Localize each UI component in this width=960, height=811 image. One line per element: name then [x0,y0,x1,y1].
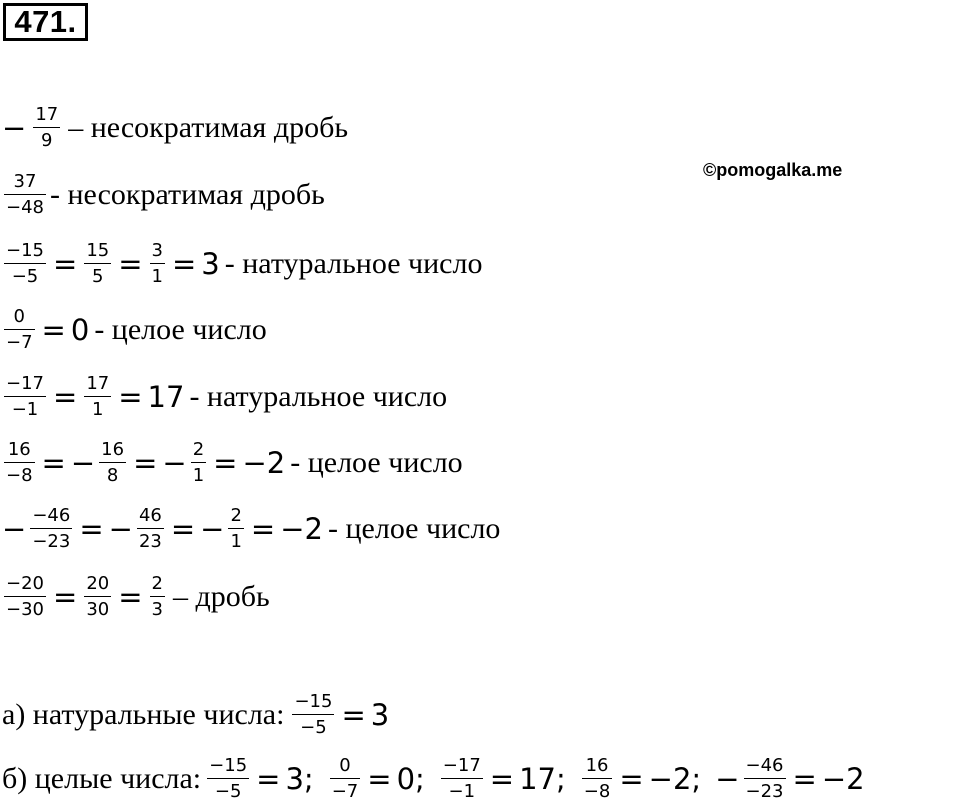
equals-sign: = [171,247,197,281]
minus-sign: − [2,512,27,546]
minus-sign: − [162,446,187,480]
result-value: 17 [519,762,557,796]
solution-line-6 [2,433,463,493]
result-value: 0 [70,313,90,347]
separator: ; [556,762,566,796]
result-value: −2 [242,446,286,480]
fraction: $\frac{-46}{-23}$ [745,755,784,802]
line-comment: - натуральное число [189,380,448,413]
equals-sign: = [133,446,158,480]
fraction: $\frac{-15}{-5}$ [6,240,44,287]
equals-sign: = [53,380,78,414]
fraction: $\frac{-17}{-1}$ [442,755,481,802]
result-value: 0 [396,762,416,796]
fraction: $\frac{-15}{-5}$ [209,755,248,802]
separator: ; [691,762,702,796]
fraction: $\frac{0}{-7}$ [6,306,33,353]
line-comment: - целое число [327,512,501,545]
equals-sign: = [170,512,196,546]
minus-sign: − [2,111,27,145]
equals-sign: = [41,446,66,480]
equals-sign: = [619,762,644,796]
line-comment: - натуральное число [224,247,483,280]
equals-sign: = [250,512,276,546]
solution-line-3 [2,234,482,294]
line-comment: – дробь [172,580,270,613]
result-value: 17 [147,380,185,414]
equals-sign: = [118,380,143,414]
line-comment: - целое число [290,446,463,479]
fraction: $\frac{-17}{-1}$ [6,373,44,420]
fraction: $\frac{17}{9}$ [35,104,59,151]
problem-number: 471. [3,3,88,41]
line-comment: - целое число [94,313,267,346]
fraction: $\frac{16}{8}$ [101,439,125,486]
minus-sign: − [70,446,96,480]
solution-line-5 [2,367,447,427]
equals-sign: = [341,698,366,732]
line-comment: - несократимая дробь [50,178,325,211]
solution-line-8 [2,567,270,627]
result-value: −2 [821,762,865,796]
answer-label: б) целые числа: [2,762,202,795]
equals-sign: = [41,313,66,347]
equals-sign: = [213,446,238,480]
fraction: $\frac{16}{-8}$ [583,755,611,802]
equals-sign: = [367,762,392,796]
fraction: $\frac{-20}{-30}$ [6,573,44,620]
fraction: $\frac{-15}{-5}$ [294,691,333,738]
equals-sign: = [118,247,143,281]
minus-sign: − [200,512,225,546]
equals-sign: = [53,247,78,281]
separator: ; [303,762,314,796]
solution-line-7 [2,499,500,559]
equals-sign: = [118,580,143,614]
equals-sign: = [256,762,281,796]
fraction: $\frac{37}{-48}$ [6,171,44,218]
fraction: $\frac{0}{-7}$ [331,755,359,802]
minus-sign: − [715,762,740,796]
equals-sign: = [53,580,78,614]
answer-natural [2,685,394,745]
fraction: $\frac{15}{5}$ [86,240,110,287]
answer-label: а) натуральные числа: [2,698,285,731]
fraction: $\frac{46}{23}$ [138,505,162,552]
fraction: $\frac{2}{1}$ [192,439,205,486]
fraction: $\frac{2}{3}$ [151,573,163,620]
minus-sign: − [108,512,133,546]
result-value: −2 [648,762,692,796]
equals-sign: = [792,762,817,796]
solution-line-1 [2,98,348,158]
fraction: $\frac{20}{30}$ [86,573,110,620]
fraction: $\frac{3}{1}$ [151,240,163,287]
result-value: −2 [280,512,323,546]
watermark: ©pomogalka.me [703,160,843,180]
fraction: $\frac{17}{1}$ [86,373,110,420]
solution-line-2 [2,165,325,225]
fraction: $\frac{16}{-8}$ [6,439,33,486]
solution-line-4 [2,300,267,360]
result-value: 3 [370,698,390,732]
result-value: 3 [201,247,220,281]
line-comment: – несократимая дробь [68,111,349,144]
equals-sign: = [489,762,515,796]
equals-sign: = [79,512,104,546]
result-value: 3 [285,762,304,796]
fraction: $\frac{2}{1}$ [230,505,242,552]
answer-integers [2,749,865,809]
separator: ; [415,762,425,796]
fraction: $\frac{-46}{-23}$ [32,505,71,552]
